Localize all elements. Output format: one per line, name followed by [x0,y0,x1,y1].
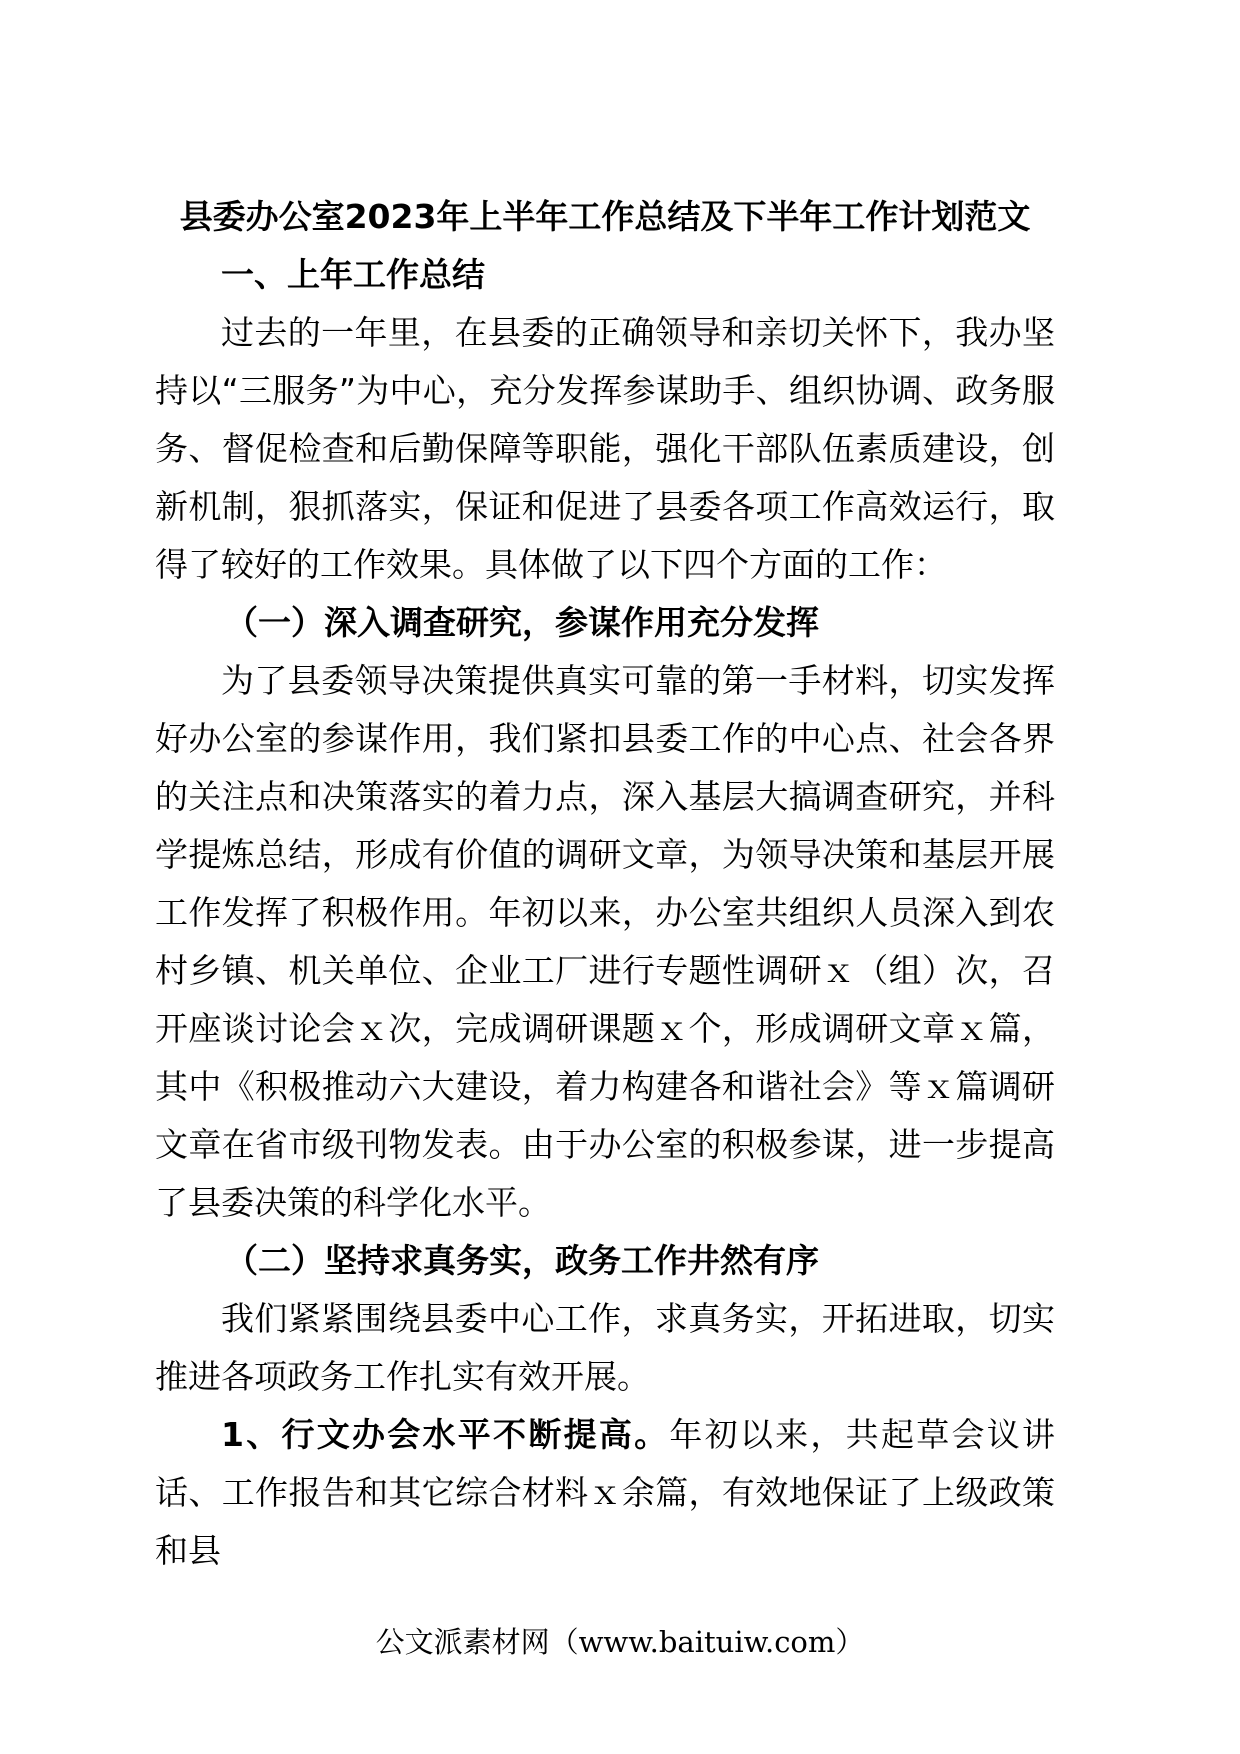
item-text-writing: 年初以来，共起草会议讲话、工作报告和其它综合材料ｘ余篇，有效地保证了上级政策和县 [155,1415,1055,1570]
subsection-heading-research: （一）深入调查研究，参谋作用充分发挥 [225,603,819,642]
item-lead-writing: 1、行文办会水平不断提高。 [221,1415,670,1454]
item-paragraph-writing [155,1406,1055,1580]
document-title: 县委办公室2023年上半年工作总结及下半年工作计划范文 [179,197,1031,236]
document-body [155,188,1055,1580]
subsection-heading-government-affairs: （二）坚持求真务实，政务工作井然有序 [225,1241,819,1280]
government-affairs-paragraph: 我们紧紧围绕县委中心工作，求真务实，开拓进取，切实推进各项政务工作扎实有效开展。 [155,1299,1055,1396]
footer-watermark: 公文派素材网（www.baituiw.com） [375,1625,865,1659]
section-heading-summary: 一、上年工作总结 [221,255,485,294]
intro-paragraph: 过去的一年里，在县委的正确领导和亲切关怀下，我办坚持以“三服务”为中心，充分发挥参谋助手、组织协调、政务服务、督促检查和后勤保障等职能，强化干部队伍素质建设，创新机制，狠抓落实，保证和促进了县委各项工作高效运行，取得了较好的工作效果。具体做了以下四个方面的工作： [155,313,1055,584]
research-paragraph: 为了县委领导决策提供真实可靠的第一手材料，切实发挥好办公室的参谋作用，我们紧扣县委工作的中心点、社会各界的关注点和决策落实的着力点，深入基层大搞调查研究，并科学提炼总结，形成有价值的调研文章，为领导决策和基层开展工作发挥了积极作用。年初以来，办公室共组织人员深入到农村乡镇、机关单位、企业工厂进行专题性调研ｘ（组）次，召开座谈讨论会ｘ次，完成调研课题ｘ个，形成调研文章ｘ篇，其中《积极推动六大建设，着力构建各和谐社会》等ｘ篇调研文章在省市级刊物发表。由于办公室的积极参谋，进一步提高了县委决策的科学化水平。 [155,661,1055,1222]
